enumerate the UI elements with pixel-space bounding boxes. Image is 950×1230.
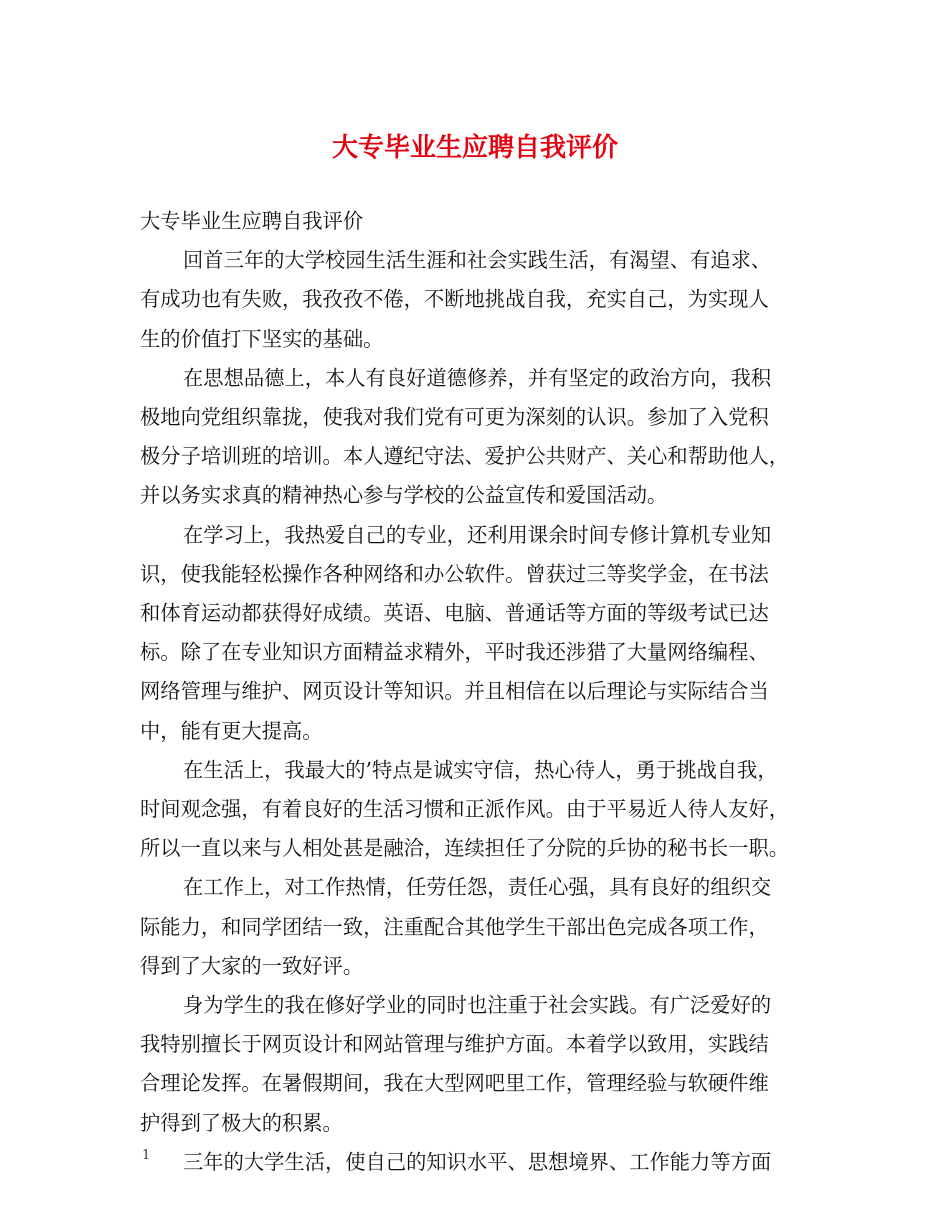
document-body xyxy=(140,202,812,1182)
text-line: 所以一直以来与人相处甚是融洽，连续担任了分院的乒协的秘书长一职。 xyxy=(140,836,790,861)
text-line: 护得到了极大的积累。 xyxy=(140,1110,343,1135)
text-line: 在学习上，我热爱自己的专业，还利用课余时间专修计算机专业知 xyxy=(183,522,772,547)
text-line: 际能力，和同学团结一致，注重配合其他学生干部出色完成各项工作， xyxy=(140,914,769,939)
text-line: 并以务实求真的精神热心参与学校的公益宣传和爱国活动。 xyxy=(140,483,668,508)
text-line: 我特别擅长于网页设计和网站管理与维护方面。本着学以致用，实践结 xyxy=(140,1032,769,1057)
text-line: 三年的大学生活，使自己的知识水平、思想境界、工作能力等方面 xyxy=(183,1149,772,1174)
text-line: 大专毕业生应聘自我评价 xyxy=(140,209,364,233)
text-line: 和体育运动都获得好成绩。英语、电脑、普通话等方面的等级考试已达 xyxy=(140,601,769,626)
text-line: 在工作上，对工作热情，任劳任怨，责任心强，具有良好的组织交 xyxy=(183,875,772,900)
document-title: 大专毕业生应聘自我评价 xyxy=(331,133,618,163)
text-line: 有成功也有失败，我孜孜不倦，不断地挑战自我，充实自己，为实现人 xyxy=(140,287,769,312)
text-line: 在思想品德上，本人有良好道德修养，并有坚定的政治方向，我积 xyxy=(183,365,772,390)
text-line: 身为学生的我在修好学业的同时也注重于社会实践。有广泛爱好的 xyxy=(183,993,772,1018)
text-line: 合理论发挥。在暑假期间，我在大型网吧里工作，管理经验与软硬件维 xyxy=(140,1071,769,1096)
text-line: 网络管理与维护、网页设计等知识。并且相信在以后理论与实际结合当 xyxy=(140,679,769,704)
text-line: 中，能有更大提高。 xyxy=(140,718,323,743)
text-line: 标。除了在专业知识方面精益求精外，平时我还涉猎了大量网络编程、 xyxy=(140,640,769,665)
text-line: 得到了大家的一致好评。 xyxy=(140,953,364,978)
text-line: 生的价值打下坚实的基础。 xyxy=(140,326,384,351)
text-line: 极分子培训班的培训。本人遵纪守法、爱护公共财产、关心和帮助他人， xyxy=(140,444,790,469)
page-number: 1 xyxy=(142,1148,151,1163)
text-line: 回首三年的大学校园生活生涯和社会实践生活，有渴望、有追求、 xyxy=(183,248,772,273)
text-line: 识，使我能轻松操作各种网络和办公软件。曾获过三等奖学金，在书法 xyxy=(140,561,769,586)
text-line: 极地向党组织靠拢，使我对我们党有可更为深刻的认识。参加了入党积 xyxy=(140,405,769,430)
text-line: 在生活上，我最大的’特点是诚实守信，热心待人，勇于挑战自我， xyxy=(183,757,778,782)
text-line: 时间观念强，有着良好的生活习惯和正派作风。由于平易近人待人友好， xyxy=(140,797,790,822)
